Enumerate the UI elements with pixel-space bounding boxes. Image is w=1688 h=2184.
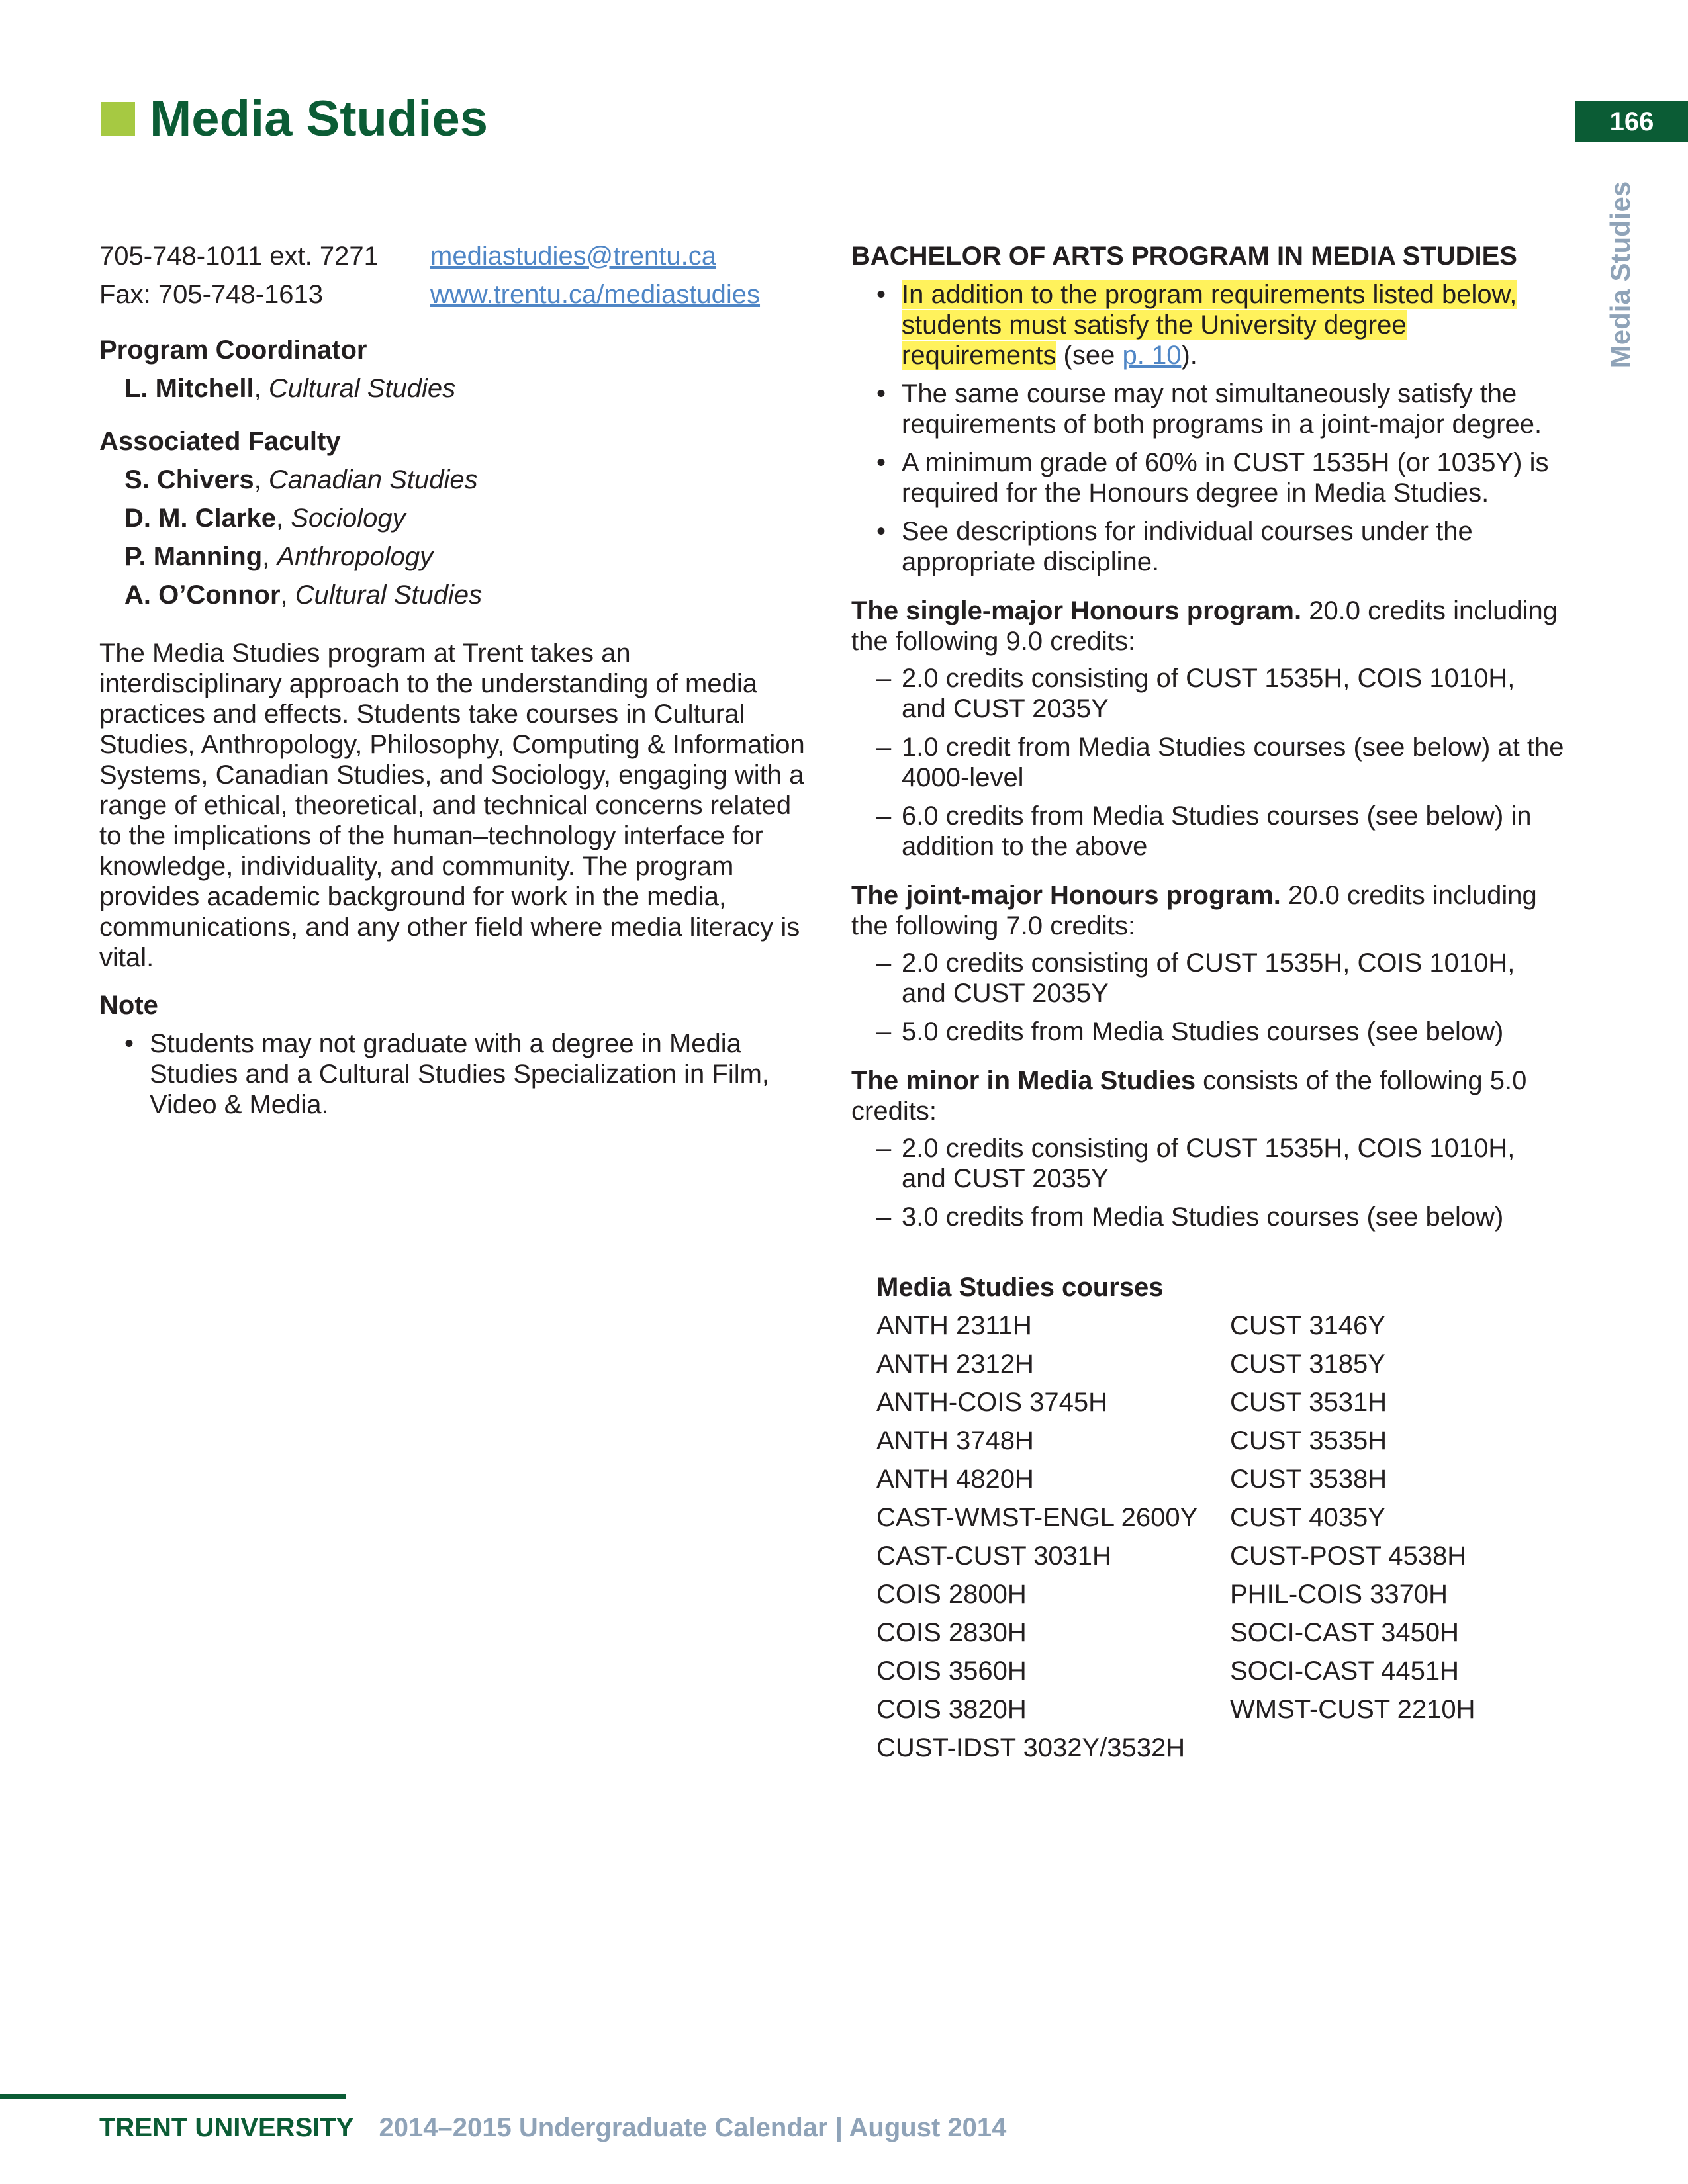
program-desc: 20.0 credits including the following 7.0 credits:	[851, 881, 1537, 940]
coordinator-dept: Cultural Studies	[268, 374, 456, 403]
course-item: ANTH 2312H	[876, 1349, 1034, 1379]
program-title: The joint-major Honours program.	[851, 881, 1281, 910]
right-column	[851, 241, 1566, 1771]
course-item: COIS 2830H	[876, 1618, 1027, 1647]
requirement-item: • A minimum grade of 60% in CUST 1535H (or 1035Y) is required for the Honours degree in Media Studies.	[851, 447, 1566, 508]
courses-grid	[876, 1310, 1566, 1771]
course-item: PHIL-COIS 3370H	[1230, 1580, 1448, 1609]
program-title: The single-major Honours program.	[851, 596, 1302, 625]
faculty-dept: Sociology	[291, 504, 406, 533]
course-item: CUST-POST 4538H	[1230, 1541, 1467, 1570]
footer	[99, 2113, 1006, 2143]
title-square-icon	[101, 102, 135, 136]
course-item: CUST 3185Y	[1230, 1349, 1385, 1379]
courses-section	[851, 1272, 1566, 1771]
highlighted-requirement: In addition to the program requirements listed below, students must satisfy the University degree requirements	[902, 280, 1517, 370]
page-title: Media Studies	[150, 91, 488, 147]
footer-calendar: 2014–2015 Undergraduate Calendar | August 2014	[379, 2113, 1007, 2142]
program-requirement: – 5.0 credits from Media Studies courses (see below)	[851, 1017, 1566, 1047]
course-item: CUST 3531H	[1230, 1388, 1387, 1417]
faculty-member: D. M. Clarke, Sociology	[124, 504, 406, 533]
program-intro: The Media Studies program at Trent takes an interdisciplinary approach to the understanding of media practices and effects. Students take courses in Cultural Studies, Anthropology, Philosophy, Computing & Information Systems, Canadian Studies, and Sociology, engaging with a range of ethical, theoretical, and technical concerns related to the implications of the human–technology interface for knowledge, individuality, and community. The program provides academic background for work in the media, communications, and any other field where media literacy is vital.	[99, 639, 805, 972]
faculty-name: P. Manning	[124, 542, 263, 571]
ba-heading: BACHELOR OF ARTS PROGRAM IN MEDIA STUDIES	[851, 242, 1517, 271]
faculty-member: S. Chivers, Canadian Studies	[124, 465, 478, 494]
coordinator-heading: Program Coordinator	[99, 336, 367, 365]
faculty-member: A. O’Connor, Cultural Studies	[124, 580, 483, 610]
course-item: CUST-IDST 3032Y/3532H	[876, 1733, 1186, 1762]
program-joint-major	[851, 880, 1566, 941]
course-item: ANTH 3748H	[876, 1426, 1034, 1455]
course-item: CUST 3538H	[1230, 1465, 1387, 1494]
coordinator-name: L. Mitchell	[124, 374, 254, 403]
course-item: CUST 3535H	[1230, 1426, 1387, 1455]
page-ref-link[interactable]: p. 10	[1122, 341, 1182, 370]
course-item: SOCI-CAST 3450H	[1230, 1618, 1460, 1647]
course-item: CUST 4035Y	[1230, 1503, 1385, 1532]
courses-heading: Media Studies courses	[876, 1273, 1164, 1302]
footer-rule	[0, 2094, 346, 2099]
contact-fax: Fax: 705-748-1613	[99, 280, 324, 309]
page-number-badge: 166	[1575, 101, 1688, 142]
faculty-dept: Cultural Studies	[295, 580, 483, 610]
program-title: The minor in Media Studies	[851, 1066, 1196, 1095]
note-item: • Students may not graduate with a degree in Media Studies and a Cultural Studies Specialization in Film, Video & Media.	[99, 1028, 814, 1120]
course-item: ANTH 2311H	[876, 1311, 1032, 1340]
program-requirement: – 2.0 credits consisting of CUST 1535H, COIS 1010H, and CUST 2035Y	[851, 663, 1566, 724]
website-link[interactable]: www.trentu.ca/mediastudies	[430, 280, 761, 309]
course-item: COIS 2800H	[876, 1580, 1027, 1609]
email-link[interactable]: mediastudies@trentu.ca	[430, 242, 716, 271]
course-item: SOCI-CAST 4451H	[1230, 1657, 1460, 1686]
faculty-dept: Anthropology	[277, 542, 434, 571]
course-item: COIS 3560H	[876, 1657, 1027, 1686]
faculty-heading: Associated Faculty	[99, 427, 341, 456]
course-item: CAST-CUST 3031H	[876, 1541, 1111, 1570]
requirement-item: • See descriptions for individual courses under the appropriate discipline.	[851, 516, 1566, 577]
faculty-name: A. O’Connor	[124, 580, 281, 610]
requirement-item	[851, 279, 1566, 371]
course-item: COIS 3820H	[876, 1695, 1027, 1724]
course-item: ANTH-COIS 3745H	[876, 1388, 1107, 1417]
program-desc: 20.0 credits including the following 9.0 credits:	[851, 596, 1558, 656]
faculty-dept: Canadian Studies	[268, 465, 478, 494]
contact-phone-row	[99, 241, 814, 279]
program-single-major	[851, 596, 1566, 657]
contact-fax-row	[99, 279, 814, 318]
course-item: CAST-WMST-ENGL 2600Y	[876, 1503, 1198, 1532]
course-item: CUST 3146Y	[1230, 1311, 1385, 1340]
faculty-member: P. Manning, Anthropology	[124, 542, 434, 571]
requirement-item: • The same course may not simultaneously satisfy the requirements of both programs in a joint-major degree.	[851, 379, 1566, 439]
side-tab-label: Media Studies	[1605, 181, 1636, 369]
left-column	[99, 241, 814, 1120]
program-minor	[851, 1066, 1566, 1126]
faculty-name: S. Chivers	[124, 465, 254, 494]
side-tab	[1594, 181, 1647, 369]
program-requirement: – 6.0 credits from Media Studies courses (see below) in addition to the above	[851, 801, 1566, 862]
contact-phone: 705-748-1011 ext. 7271	[99, 242, 379, 271]
program-requirement: – 2.0 credits consisting of CUST 1535H, COIS 1010H, and CUST 2035Y	[851, 948, 1566, 1009]
program-requirement: – 3.0 credits from Media Studies courses (see below)	[851, 1202, 1566, 1232]
note-heading: Note	[99, 991, 158, 1020]
program-requirement: – 2.0 credits consisting of CUST 1535H, COIS 1010H, and CUST 2035Y	[851, 1133, 1566, 1194]
requirement-see: (see	[1056, 341, 1123, 370]
course-item: WMST-CUST 2210H	[1230, 1695, 1476, 1724]
coordinator-entry: L. Mitchell, Cultural Studies	[124, 374, 456, 403]
course-item: ANTH 4820H	[876, 1465, 1034, 1494]
footer-university: TRENT UNIVERSITY	[99, 2113, 354, 2142]
faculty-name: D. M. Clarke	[124, 504, 276, 533]
requirement-close: ).	[1181, 341, 1197, 370]
program-desc: consists of the following 5.0 credits:	[851, 1066, 1527, 1126]
program-requirement: – 1.0 credit from Media Studies courses (see below) at the 4000-level	[851, 732, 1566, 793]
